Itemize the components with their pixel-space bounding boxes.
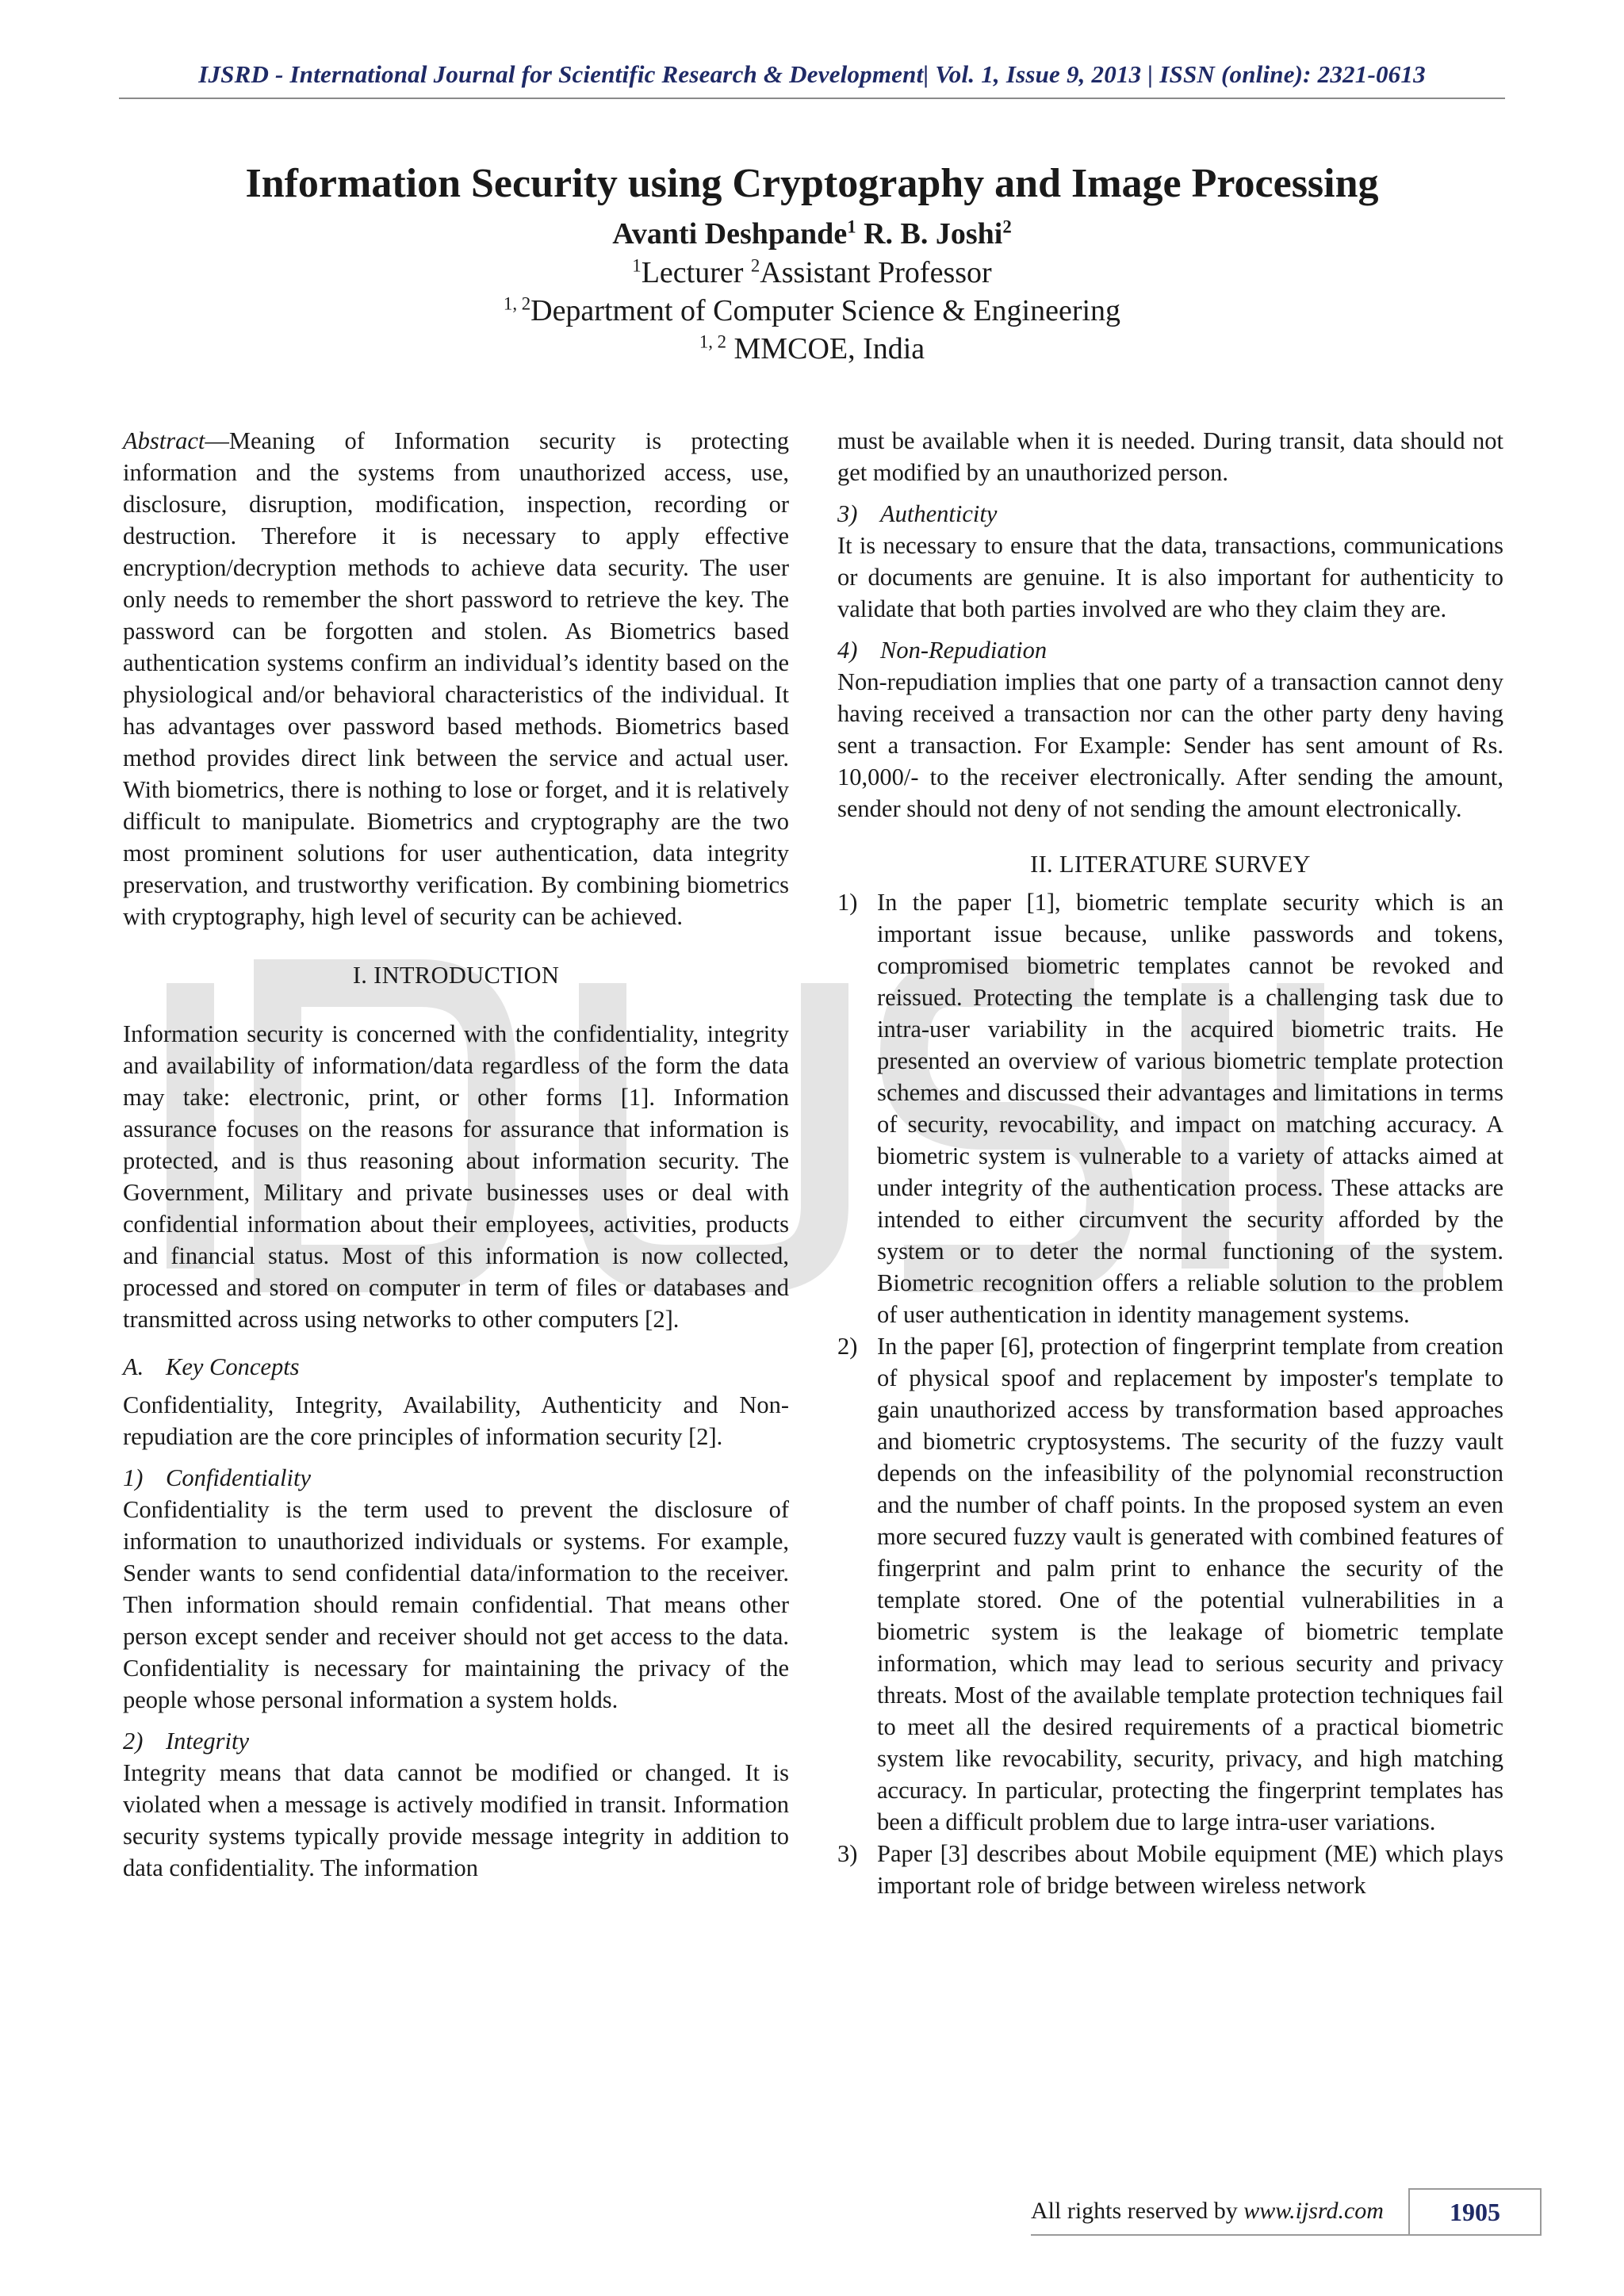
list-item xyxy=(837,1330,1503,1838)
author-line xyxy=(119,214,1505,254)
heading-title: Non-Repudiation xyxy=(880,637,1048,664)
heading-number: 3) xyxy=(837,500,858,527)
heading-number: 2) xyxy=(123,1728,144,1755)
role-label: Assistant Professor xyxy=(760,256,992,289)
heading-title: Integrity xyxy=(166,1728,250,1755)
heading-number: 4) xyxy=(837,637,858,664)
section-heading-literature-survey: II. LITERATURE SURVEY xyxy=(1030,851,1311,878)
journal-header: IJSRD - International Journal for Scientific Research & Development| Vol. 1, Issue 9, 2013 | ISSN (online): 2321-0613 xyxy=(198,60,1426,88)
section-heading-introduction: I. INTRODUCTION xyxy=(352,962,560,989)
list-item-text: In the paper [6], protection of fingerprint template from creation of physical spoof and replacement by imposter's template to gain unauthorized access by transformation based approaches and biometric cryptosystems. The security of the fuzzy vault depends on the infeasibility of the polynomial reconstruction and the number of chaff points. In the proposed system an even more secured fuzzy vault is generated with combined features of fingerprint and palm print to enhance the security of the template stored. One of the potential vulnerabilities in a biometric system is the leakage of biometric template information, which may lead to serious security and privacy threats. Most of the available template protection techniques fail to meet all the desired requirements of a practical biometric system like revocability, security, privacy, and high matching accuracy. In particular, protecting the fingerprint templates has been a difficult problem due to large intra-user variations. xyxy=(877,1333,1503,1835)
heading-non-repudiation xyxy=(837,634,1503,666)
heading-title: Confidentiality xyxy=(166,1464,311,1491)
heading-number: 1) xyxy=(123,1464,144,1491)
abstract xyxy=(123,425,789,932)
list-marker: 1) xyxy=(837,889,858,916)
heading-confidentiality xyxy=(123,1462,789,1494)
right-column xyxy=(837,425,1503,1901)
rights-text: All rights reserved by xyxy=(1031,2198,1244,2224)
department-label: Department of Computer Science & Engineering xyxy=(530,294,1121,327)
literature-list xyxy=(837,886,1503,1901)
left-column xyxy=(123,425,789,1884)
paper-title: Information Security using Cryptography and Image Processing xyxy=(245,161,1379,206)
institution-superscript: 1, 2 xyxy=(699,331,727,352)
introduction-paragraph: Information security is concerned with the confidentiality, integrity and availability of information/data regardless of the form the data may take: electronic, print, or other forms [1]. Information assurance focuses on the reasons for assurance that information is protected, and is thus reasoning about information security. The Government, Military and private businesses uses or deal with confidential information about their employees, activities, products and financial status. Most of this information is now collected, processed and stored on computer in term of files or databases and transmitted across using networks to other computers [2]. xyxy=(123,1020,789,1333)
author-name: Avanti Deshpande xyxy=(612,217,848,251)
authenticity-paragraph: It is necessary to ensure that the data, transactions, communications or documents are genuine. It is also important for authenticity to validate that both parties involved are who they claim they are. xyxy=(837,532,1503,622)
list-item-text: In the paper [1], biometric template security which is an important issue because, unlike passwords and tokens, compromised biometric templates cannot be revoked and reissued. Protecting the template is a challenging task due to intra-user variability in the acquired biometric traits. He presented an overview of various biometric template protection schemes and discussed their advantages and limitations in terms of security, revocability, and impact on matching accuracy. A biometric system is vulnerable to a variety of attacks aimed at under integrity of the authentication process. These attacks are intended to either circumvent the security afforded by the system or to deter the normal functioning of the system. Biometric recognition offers a reliable solution to the problem of user authentication in identity management systems. xyxy=(877,889,1503,1328)
department xyxy=(119,292,1505,330)
institution-label: MMCOE, India xyxy=(726,332,925,365)
role-label: Lecturer xyxy=(641,256,751,289)
author-superscript: 2 xyxy=(1002,216,1012,237)
confidentiality-paragraph: Confidentiality is the term used to prevent the disclosure of information to unauthorized individuals or systems. For example, Sender wants to send confidential data/information to the receiver. Then information should remain confidential. That means other person except sender and receiver should not get access to the data. Confidentiality is necessary for maintaining the privacy of the people whose personal information a system holds. xyxy=(123,1496,789,1713)
role-superscript: 2 xyxy=(750,255,760,276)
institution xyxy=(119,330,1505,368)
role-superscript: 1 xyxy=(632,255,642,276)
header-rule xyxy=(119,98,1505,99)
title-block xyxy=(119,159,1505,368)
list-item-text: Paper [3] describes about Mobile equipment (ME) which plays important role of bridge between wireless network xyxy=(877,1840,1503,1899)
integrity-continued-paragraph: must be available when it is needed. During transit, data should not get modified by an unauthorized person. xyxy=(837,427,1503,486)
key-concepts-paragraph: Confidentiality, Integrity, Availability, Authenticity and Non-repudiation are the core principles of information security [2]. xyxy=(123,1391,789,1450)
heading-authenticity xyxy=(837,498,1503,530)
author-roles xyxy=(119,254,1505,292)
footer-rule xyxy=(1031,2234,1542,2236)
list-marker: 2) xyxy=(837,1333,858,1360)
subsection-number: A. xyxy=(123,1353,144,1380)
list-item xyxy=(837,886,1503,1330)
footer-rights xyxy=(1031,2198,1384,2225)
author-name: R. B. Joshi xyxy=(864,217,1003,251)
heading-title: Authenticity xyxy=(880,500,998,527)
subsection-heading-key-concepts xyxy=(123,1351,789,1383)
list-item xyxy=(837,1838,1503,1901)
abstract-text: —Meaning of Information security is protecting information and the systems from unauthorized access, use, disclosure, disruption, modification, inspection, recording or destruction. Therefore it is necessary to apply effective encryption/decryption methods to achieve data security. The user only needs to remember the short password to retrieve the key. The password can be forgotten and stolen. As Biometrics based authentication systems confirm an individual’s identity based on the physiological and/or behavioral characteristics of the individual. It has advantages over password based methods. Biometrics based method provides direct link between the service and actual user. With biometrics, there is nothing to lose or forget, and it is relatively difficult to manipulate. Biometrics and cryptography are the two most prominent solutions for user authentication, data integrity preservation, and trustworthy verification. By combining biometrics with cryptography, high level of security can be achieved. xyxy=(123,427,789,930)
author-superscript: 1 xyxy=(847,216,856,237)
abstract-label: Abstract xyxy=(123,427,205,454)
department-superscript: 1, 2 xyxy=(503,293,531,314)
subsection-title: Key Concepts xyxy=(166,1353,300,1380)
non-repudiation-paragraph: Non-repudiation implies that one party of a transaction cannot deny having received a transaction nor can the other party deny having sent a transaction. For Example: Sender has sent amount of Rs. 10,000/- to the receiver electronically. After sending the amount, sender should not deny of not sending the amount electronically. xyxy=(837,668,1503,822)
page-number: 1905 xyxy=(1408,2188,1542,2234)
list-marker: 3) xyxy=(837,1840,858,1867)
heading-integrity xyxy=(123,1725,789,1757)
website-link[interactable]: www.ijsrd.com xyxy=(1243,2198,1384,2224)
integrity-paragraph: Integrity means that data cannot be modified or changed. It is violated when a message is actively modified in transit. Information security systems typically provide message integrity in addition to data confidentiality. The information xyxy=(123,1759,789,1881)
